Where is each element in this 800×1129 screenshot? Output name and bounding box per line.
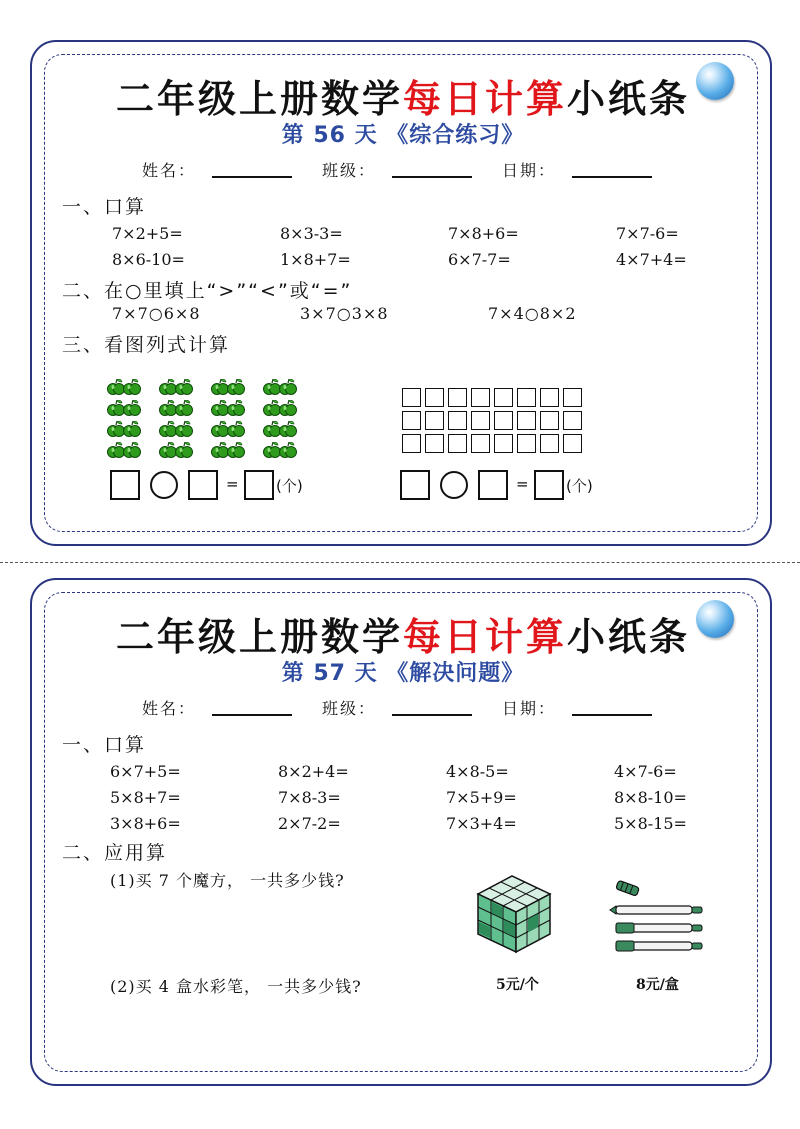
problem: 7×8-3=: [278, 788, 341, 807]
section-oral-math: 一、口算: [62, 196, 147, 218]
apple-group-2: [160, 379, 193, 458]
problem: 4×7+4=: [616, 250, 687, 269]
problem: 7×5+9=: [446, 788, 517, 807]
unit-label: (个): [566, 477, 593, 495]
card-title: 二年级上册数学每日计算小纸条: [115, 614, 691, 659]
name-label: 姓名：: [142, 699, 197, 718]
operator-circle[interactable]: [150, 471, 178, 499]
answer-box[interactable]: [400, 470, 430, 500]
problem: 2×7-2=: [278, 814, 341, 833]
apple-groups-image: [104, 376, 304, 466]
problem: 8×8-10=: [614, 788, 687, 807]
marker-pen-icon: [608, 880, 708, 964]
answer-box[interactable]: [534, 470, 564, 500]
answer-box[interactable]: [478, 470, 508, 500]
problem: 1×8+7=: [280, 250, 351, 269]
problem: 3×8+6=: [110, 814, 181, 833]
problem: 7×3+4=: [446, 814, 517, 833]
day-subtitle: 第 56 天 《综合练习》: [281, 123, 525, 148]
compare-problem: 3×7○3×8: [300, 304, 389, 323]
class-label: 班级：: [322, 699, 377, 718]
unit-label: (个): [276, 477, 303, 495]
section-compare: 二、在○里填上“>”“<”或“=”: [62, 280, 353, 302]
section-oral-math: 一、口算: [62, 734, 147, 756]
answer-box[interactable]: [188, 470, 218, 500]
worksheet-card-day-56: [30, 40, 772, 546]
compare-problem: 7×4○8×2: [488, 304, 577, 323]
cut-line: [0, 562, 800, 563]
apple-group-1: [108, 379, 141, 458]
card-title: 二年级上册数学每日计算小纸条: [115, 76, 691, 121]
date-label: 日期：: [502, 161, 557, 180]
problem: 8×3-3=: [280, 224, 343, 243]
class-label: 班级：: [322, 161, 377, 180]
blue-ball-icon: [696, 62, 734, 100]
date-blank[interactable]: [572, 176, 652, 178]
operator-circle[interactable]: [440, 471, 468, 499]
blue-ball-icon: [696, 600, 734, 638]
date-blank[interactable]: [572, 714, 652, 716]
name-label: 姓名：: [142, 161, 197, 180]
problem: 8×2+4=: [278, 762, 349, 781]
problem: 7×2+5=: [112, 224, 183, 243]
apple-group-4: [264, 379, 297, 458]
word-problem: (1)买 7 个魔方， 一共多少钱?: [110, 871, 345, 890]
answer-box[interactable]: [244, 470, 274, 500]
section-word-problems: 二、应用算: [62, 842, 168, 864]
pens-price: 8元/盒: [636, 977, 679, 993]
day-subtitle: 第 57 天 《解决问题》: [281, 661, 525, 686]
name-blank[interactable]: [212, 714, 292, 716]
problem: 4×8-5=: [446, 762, 509, 781]
problem: 8×6-10=: [112, 250, 185, 269]
problem: 5×8+7=: [110, 788, 181, 807]
problem: 6×7+5=: [110, 762, 181, 781]
square-grid-image: [402, 388, 582, 453]
word-problem: (2)买 4 盒水彩笔， 一共多少钱?: [110, 977, 362, 996]
rubiks-cube-icon: [472, 872, 556, 956]
class-blank[interactable]: [392, 176, 472, 178]
apple-group-3: [212, 379, 245, 458]
compare-problem: 7×7○6×8: [112, 304, 201, 323]
problem: 7×8+6=: [448, 224, 519, 243]
worksheet-card-day-57: [30, 578, 772, 1086]
name-blank[interactable]: [212, 176, 292, 178]
problem: 6×7-7=: [448, 250, 511, 269]
class-blank[interactable]: [392, 714, 472, 716]
problem: 4×7-6=: [614, 762, 677, 781]
equals-sign: =: [226, 475, 239, 493]
cube-price: 5元/个: [496, 977, 539, 993]
problem: 7×7-6=: [616, 224, 679, 243]
problem: 5×8-15=: [614, 814, 687, 833]
equals-sign: =: [516, 475, 529, 493]
answer-box[interactable]: [110, 470, 140, 500]
section-picture-math: 三、看图列式计算: [62, 334, 231, 356]
date-label: 日期：: [502, 699, 557, 718]
